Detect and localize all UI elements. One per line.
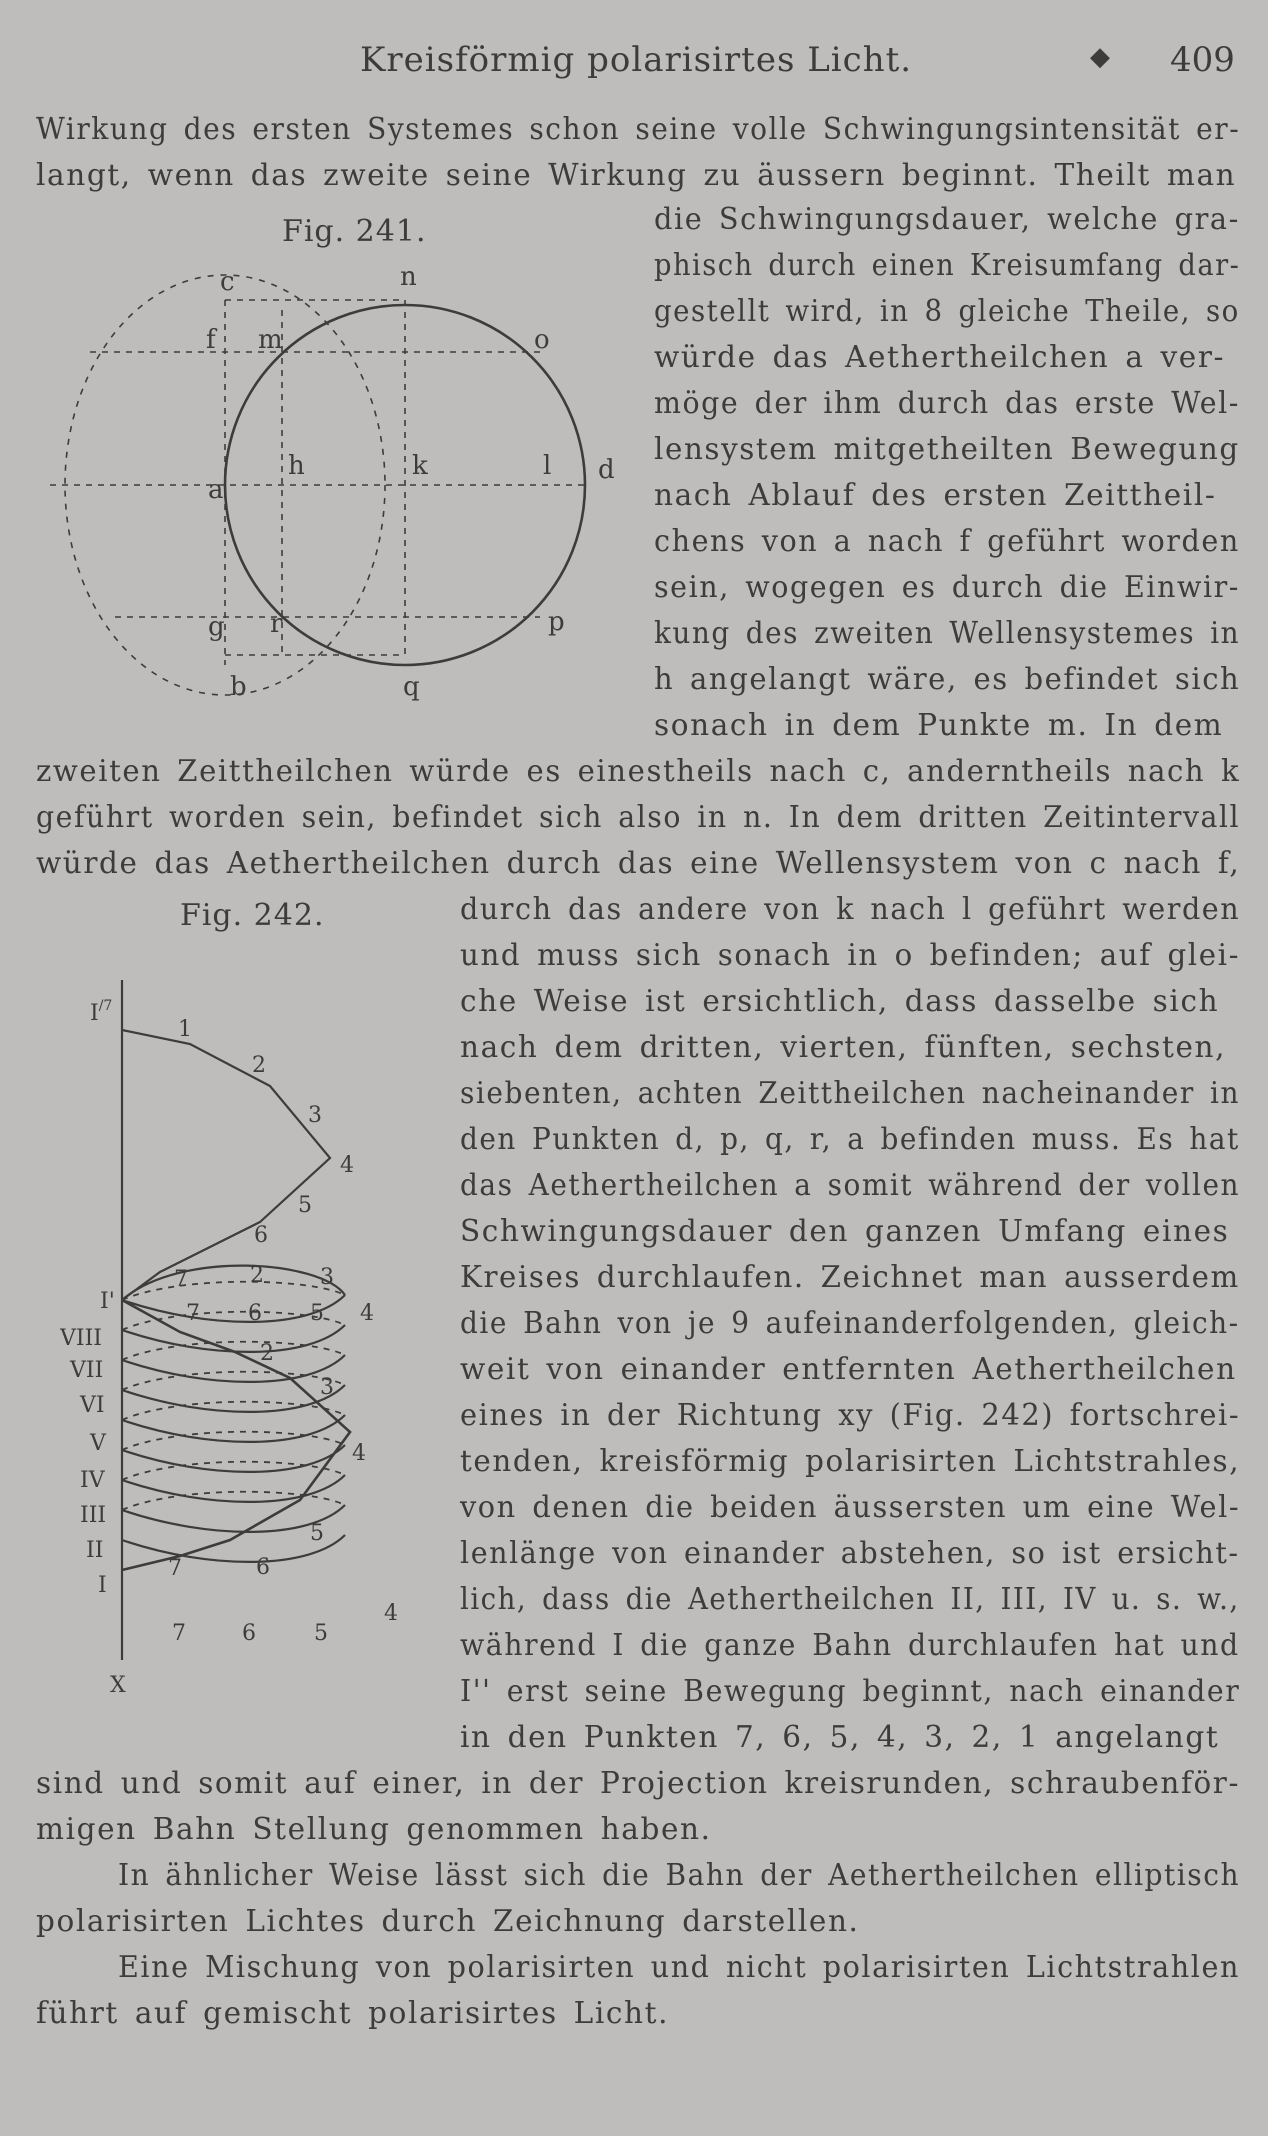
text-line: nach dem dritten, vierten, fünften, sechsten, bbox=[460, 1030, 1227, 1064]
fig242-point: 5 bbox=[298, 1193, 312, 1218]
fig242-row-label: II bbox=[86, 1538, 104, 1563]
fig241-label-m: m bbox=[258, 325, 283, 355]
dot-mark: ◆ bbox=[1090, 42, 1110, 72]
fig242-row-label: I bbox=[98, 1573, 107, 1598]
text-line: während I die ganze Bahn durchlaufen hat und bbox=[460, 1628, 1240, 1662]
text-line: siebenten, achten Zeittheilchen nacheinander in bbox=[460, 1076, 1241, 1110]
text-line: würde das Aethertheilchen durch das eine Wellensystem von c nach f, bbox=[36, 846, 1241, 880]
fig241-label-d: d bbox=[598, 455, 615, 485]
fig242-mid-point: 5 bbox=[310, 1521, 324, 1546]
fig241-label-p: p bbox=[548, 607, 565, 637]
text-line: chens von a nach f geführt worden bbox=[654, 524, 1240, 558]
fig241-label-q: q bbox=[403, 672, 420, 702]
text-line: sein, wogegen es durch die Einwir- bbox=[654, 570, 1240, 604]
text-line: nach Ablauf des ersten Zeittheil- bbox=[654, 478, 1217, 512]
text-line: den Punkten d, p, q, r, a befinden muss. Es hat bbox=[460, 1122, 1240, 1156]
text-line: lensystem mitgetheilten Bewegung bbox=[654, 432, 1240, 466]
fig241-label-r: r bbox=[270, 609, 283, 639]
text-line: Wirkung des ersten Systemes schon seine volle Schwingungsintensität er- bbox=[36, 112, 1241, 146]
fig242-bottom-number: 5 bbox=[314, 1621, 328, 1646]
fig242-mid-point: 6 bbox=[256, 1555, 270, 1580]
fig242-point: 2 bbox=[252, 1053, 266, 1078]
fig241-label-o: o bbox=[534, 325, 550, 355]
fig242-mid-point: 2 bbox=[260, 1341, 274, 1366]
fig242-mid-point: 4 bbox=[352, 1441, 366, 1466]
fig242-row-label: I' bbox=[100, 1289, 115, 1314]
fig242-row-label: V bbox=[90, 1431, 106, 1456]
fig241-label-n: n bbox=[400, 262, 417, 292]
text-line: von denen die beiden äussersten um eine Wel- bbox=[460, 1490, 1241, 1524]
text-line: die Bahn von je 9 aufeinanderfolgenden, gleich- bbox=[460, 1306, 1240, 1340]
text-line: h angelangt wäre, es befindet sich bbox=[654, 662, 1241, 696]
fig241-diagram bbox=[20, 230, 620, 730]
text-line: in den Punkten 7, 6, 5, 4, 3, 2, 1 angelangt bbox=[460, 1720, 1220, 1754]
fig242-row-label: VII bbox=[70, 1358, 104, 1383]
text-line: sonach in dem Punkte m. In dem bbox=[654, 708, 1224, 742]
fig241-label-c: c bbox=[220, 267, 235, 297]
text-line: langt, wenn das zweite seine Wirkung zu äussern beginnt. Theilt man bbox=[36, 158, 1237, 192]
text-line: zweiten Zeittheilchen würde es einestheils nach c, anderntheils nach k bbox=[36, 754, 1241, 788]
text-line: tenden, kreisförmig polarisirten Lichtstrahles, bbox=[460, 1444, 1241, 1478]
fig242-row-label: VI bbox=[80, 1393, 105, 1418]
text-line: polarisirten Lichtes durch Zeichnung darstellen. bbox=[36, 1904, 860, 1938]
fig242-top-label: $I^{/7}$ bbox=[90, 998, 113, 1026]
fig241-label-b: b bbox=[230, 672, 247, 702]
fig242-bottom-number: 6 bbox=[242, 1621, 256, 1646]
text-line: lich, dass die Aethertheilchen II, III, IV u. s. w., bbox=[460, 1582, 1240, 1616]
text-line: geführt worden sein, befindet sich also in n. In dem dritten Zeitintervall bbox=[36, 800, 1241, 834]
text-line: phisch durch einen Kreisumfang dar- bbox=[654, 248, 1241, 282]
fig242-row-number: 3 bbox=[320, 1265, 334, 1290]
text-line: weit von einander entfernten Aethertheilchen bbox=[460, 1352, 1237, 1386]
fig241-label-f: f bbox=[206, 325, 216, 355]
text-line: lenlänge von einander abstehen, so ist ersicht- bbox=[460, 1536, 1240, 1570]
fig242-row-number: 4 bbox=[360, 1301, 374, 1326]
text-line: In ähnlicher Weise lässt sich die Bahn der Aethertheilchen elliptisch bbox=[118, 1858, 1241, 1892]
fig242-row-number: 6 bbox=[248, 1301, 262, 1326]
running-header bbox=[0, 40, 1268, 90]
fig241-caption: Fig. 241. bbox=[282, 214, 427, 249]
text-line: gestellt wird, in 8 gleiche Theile, so bbox=[654, 294, 1240, 328]
fig242-row-number: 7 bbox=[174, 1267, 188, 1292]
fig242-point: 4 bbox=[340, 1153, 354, 1178]
fig241-label-k: k bbox=[412, 451, 428, 481]
fig242-mid-point: 3 bbox=[320, 1375, 334, 1400]
fig242-bottom-number: 7 bbox=[172, 1621, 186, 1646]
text-line: che Weise ist ersichtlich, dass dasselbe sich bbox=[460, 984, 1220, 1018]
text-line: das Aethertheilchen a somit während der vollen bbox=[460, 1168, 1241, 1202]
fig242-row-label: IV bbox=[80, 1468, 105, 1493]
fig242-diagram bbox=[60, 960, 420, 1700]
text-line: durch das andere von k nach l geführt werden bbox=[460, 892, 1241, 926]
text-line: führt auf gemischt polarisirtes Licht. bbox=[36, 1996, 670, 2030]
text-line: und muss sich sonach in o befinden; auf glei- bbox=[460, 938, 1241, 972]
text-line: würde das Aethertheilchen a ver- bbox=[654, 340, 1226, 374]
fig242-bottom-label: X bbox=[110, 1673, 126, 1698]
fig242-row-label: VIII bbox=[60, 1326, 102, 1351]
fig242-mid-point: 7 bbox=[168, 1556, 182, 1581]
text-line: migen Bahn Stellung genommen haben. bbox=[36, 1812, 712, 1846]
fig242-point: 6 bbox=[254, 1223, 268, 1248]
running-title: Kreisförmig polarisirtes Licht. bbox=[360, 40, 913, 80]
text-line: I'' erst seine Bewegung beginnt, nach einander bbox=[460, 1674, 1241, 1708]
fig242-row-number: 5 bbox=[310, 1301, 324, 1326]
fig241-label-g: g bbox=[208, 612, 225, 642]
text-line: kung des zweiten Wellensystemes in bbox=[654, 616, 1241, 650]
fig241-label-l: l bbox=[543, 451, 552, 481]
page-number: 409 bbox=[1170, 40, 1235, 80]
fig241-label-h: h bbox=[288, 451, 305, 481]
fig242-row-number: 7 bbox=[186, 1301, 200, 1326]
text-line: Kreises durchlaufen. Zeichnet man ausserdem bbox=[460, 1260, 1240, 1294]
fig242-caption: Fig. 242. bbox=[180, 898, 325, 933]
fig242-row-label: III bbox=[80, 1503, 107, 1528]
text-line: Eine Mischung von polarisirten und nicht polarisirten Lichtstrahlen bbox=[118, 1950, 1240, 1984]
text-line: sind und somit auf einer, in der Projection kreisrunden, schraubenför- bbox=[36, 1766, 1241, 1800]
text-line: möge der ihm durch das erste Wel- bbox=[654, 386, 1240, 420]
fig241-label-a: a bbox=[208, 475, 224, 505]
text-line: eines in der Richtung xy (Fig. 242) fortschrei- bbox=[460, 1398, 1241, 1432]
fig242-bottom-number: 4 bbox=[384, 1601, 398, 1626]
fig242-point: 1 bbox=[178, 1017, 192, 1042]
text-line: Schwingungsdauer den ganzen Umfang eines bbox=[460, 1214, 1230, 1248]
fig242-row-number: 2 bbox=[250, 1263, 264, 1288]
fig242-point: 3 bbox=[308, 1103, 322, 1128]
text-line: die Schwingungsdauer, welche gra- bbox=[654, 202, 1240, 236]
